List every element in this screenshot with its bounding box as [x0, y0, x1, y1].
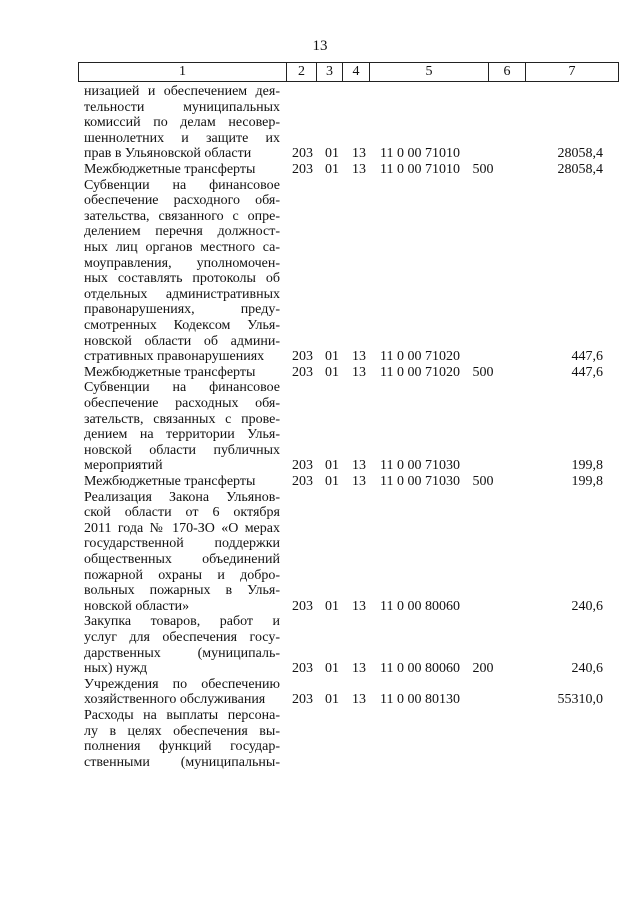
table-row: [0, 677, 640, 708]
cell-c7: 199,8: [571, 473, 603, 489]
table-body: [0, 84, 640, 770]
row-description: [84, 614, 280, 676]
description-line: зательства, связанного с опре-: [84, 208, 280, 224]
cell-c2: 203: [292, 598, 313, 614]
column-header-2: 2: [287, 63, 317, 82]
description-line: Закупка товаров, работ и: [84, 614, 280, 630]
description-line: низацией и обеспечением дея-: [84, 84, 280, 99]
description-line: новской области об админи-: [84, 333, 280, 349]
description-line: Реализация Закона Ульянов-: [84, 489, 280, 505]
table-row: [0, 614, 640, 676]
cell-c5: 11 0 00 71030: [380, 458, 460, 474]
column-header-6: 6: [489, 63, 526, 82]
cell-c4: 13: [352, 364, 366, 380]
cell-c7: 55310,0: [557, 692, 603, 708]
column-header-3: 3: [317, 63, 343, 82]
description-line: вольных пожарных в Улья-: [84, 583, 280, 599]
column-header-5: 5: [370, 63, 489, 82]
cell-c6: 500: [472, 473, 494, 489]
row-description: [84, 677, 280, 708]
table-row: [0, 708, 640, 770]
description-line: Субвенции на финансовое: [84, 177, 280, 193]
description-line: новской области публичных: [84, 442, 280, 458]
cell-c5: 11 0 00 71020: [380, 349, 460, 365]
description-line: делением перечня должност-: [84, 224, 280, 240]
cell-c7: 199,8: [571, 458, 603, 474]
cell-c2: 203: [292, 146, 313, 162]
description-line: услуг для обеспечения госу-: [84, 629, 280, 645]
description-line: моуправления, уполномочен-: [84, 255, 280, 271]
description-line: ской области от 6 октября: [84, 505, 280, 521]
description-line: новской области»: [84, 598, 190, 614]
cell-c7: 28058,4: [557, 146, 603, 162]
cell-c3: 01: [325, 598, 339, 614]
description-line: ных) нужд: [84, 661, 148, 677]
cell-c2: 203: [292, 364, 313, 380]
description-line: ных лиц органов местного са-: [84, 239, 280, 255]
cell-c5: 11 0 00 71020: [380, 364, 460, 380]
table-row: [0, 380, 640, 474]
row-description: [84, 490, 280, 615]
cell-c5: 11 0 00 71030: [380, 473, 460, 489]
cell-c7: 447,6: [571, 349, 603, 365]
cell-c2: 203: [292, 349, 313, 365]
cell-c4: 13: [352, 349, 366, 365]
table-row: [0, 474, 640, 490]
cell-c6: 500: [472, 162, 494, 177]
description-line: полнения функций государ-: [84, 739, 280, 755]
cell-c5: 11 0 00 80060: [380, 598, 460, 614]
description-line: Межбюджетные трансферты: [84, 364, 256, 380]
description-line: мероприятий: [84, 458, 163, 474]
cell-c5: 11 0 00 80060: [380, 661, 460, 677]
table-row: [0, 162, 640, 178]
cell-c6: 200: [472, 661, 494, 677]
cell-c3: 01: [325, 661, 339, 677]
row-description: [84, 474, 280, 490]
cell-c7: 240,6: [571, 598, 603, 614]
page-number: 13: [312, 38, 328, 54]
cell-c4: 13: [352, 661, 366, 677]
cell-c5: 11 0 00 80130: [380, 692, 460, 708]
cell-c6: 500: [472, 364, 494, 380]
cell-c3: 01: [325, 146, 339, 162]
description-line: дением на территории Улья-: [84, 427, 280, 443]
cell-c4: 13: [352, 458, 366, 474]
cell-c7: 447,6: [571, 364, 603, 380]
cell-c3: 01: [325, 364, 339, 380]
column-header-7: 7: [526, 63, 619, 82]
table-row: [0, 84, 640, 162]
description-line: обеспечение расходных обя-: [84, 395, 280, 411]
row-description: [84, 365, 280, 381]
description-line: ных составлять протоколы об: [84, 271, 280, 287]
cell-c2: 203: [292, 473, 313, 489]
cell-c5: 11 0 00 71010: [380, 146, 460, 162]
cell-c2: 203: [292, 661, 313, 677]
cell-c3: 01: [325, 349, 339, 365]
description-line: Межбюджетные трансферты: [84, 473, 256, 489]
description-line: смотренных Кодексом Улья-: [84, 317, 280, 333]
description-line: дарственных (муниципаль-: [84, 645, 280, 661]
table-row: [0, 178, 640, 365]
column-header-4: 4: [343, 63, 370, 82]
description-line: ственными (муниципальны-: [84, 754, 280, 770]
cell-c4: 13: [352, 598, 366, 614]
description-line: стративных правонарушениях: [84, 349, 265, 365]
description-line: шеннолетних и защите их: [84, 130, 280, 146]
cell-c2: 203: [292, 458, 313, 474]
description-line: хозяйственного обслуживания: [84, 692, 266, 708]
description-line: Субвенции на финансовое: [84, 380, 280, 396]
description-line: комиссий по делам несовер-: [84, 115, 280, 131]
cell-c3: 01: [325, 162, 339, 177]
cell-c4: 13: [352, 146, 366, 162]
description-line: Межбюджетные трансферты: [84, 162, 256, 177]
cell-c3: 01: [325, 473, 339, 489]
row-description: [84, 380, 280, 474]
cell-c2: 203: [292, 162, 313, 177]
description-line: отдельных административных: [84, 286, 280, 302]
cell-c5: 11 0 00 71010: [380, 162, 460, 177]
description-line: тельности муниципальных: [84, 99, 280, 115]
description-line: правонарушениях, преду-: [84, 302, 280, 318]
cell-c4: 13: [352, 473, 366, 489]
cell-c7: 240,6: [571, 661, 603, 677]
cell-c7: 28058,4: [557, 162, 603, 177]
description-line: лу в целях обеспечения вы-: [84, 723, 280, 739]
description-line: прав в Ульяновской области: [84, 146, 252, 162]
description-line: Расходы на выплаты персона-: [84, 707, 280, 723]
table-row: [0, 365, 640, 381]
cell-c2: 203: [292, 692, 313, 708]
cell-c4: 13: [352, 162, 366, 177]
column-header-table: [78, 62, 619, 82]
description-line: общественных объединений: [84, 551, 280, 567]
row-description: [84, 708, 280, 770]
description-line: Учреждения по обеспечению: [84, 676, 280, 692]
description-line: государственной поддержки: [84, 536, 280, 552]
description-line: зательств, связанных с прове-: [84, 411, 280, 427]
description-line: пожарной охраны и добро-: [84, 567, 280, 583]
cell-c4: 13: [352, 692, 366, 708]
column-header-1: 1: [79, 63, 287, 82]
row-description: [84, 84, 280, 162]
description-line: обеспечение расходного обя-: [84, 193, 280, 209]
cell-c3: 01: [325, 458, 339, 474]
cell-c3: 01: [325, 692, 339, 708]
description-line: 2011 года № 170-ЗО «О мерах: [84, 520, 280, 536]
row-description: [84, 162, 280, 178]
table-row: [0, 490, 640, 615]
row-description: [84, 178, 280, 365]
